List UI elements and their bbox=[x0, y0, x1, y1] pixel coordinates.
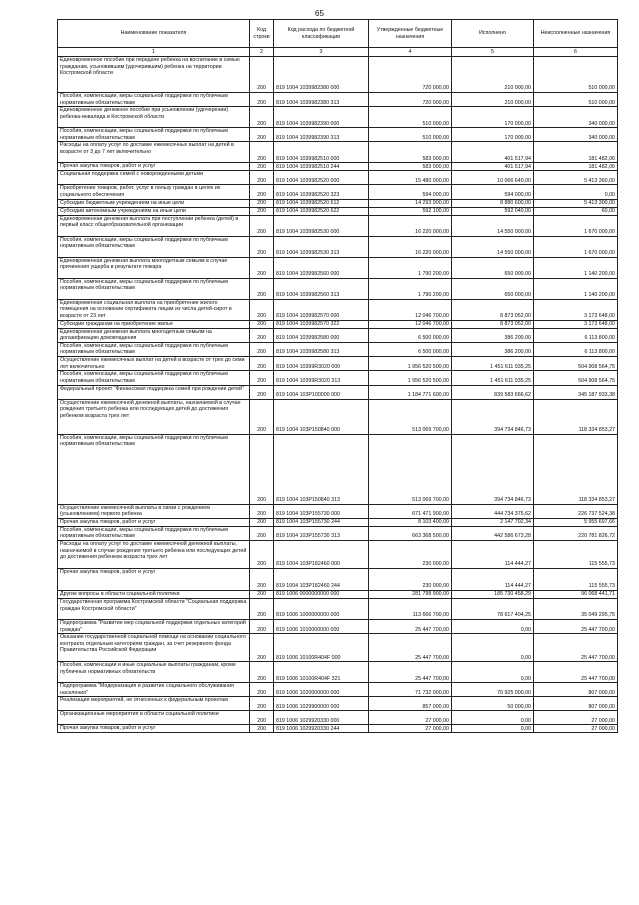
row-approved: 663 368 500,00 bbox=[369, 526, 452, 540]
row-name: Осуществление ежемесячной выплаты в связи с рождением (усыновлением) первого ребенка bbox=[58, 504, 250, 518]
row-kbk: 819 1004 103P155730 313 bbox=[274, 526, 369, 540]
row-name: Организационные мероприятия в области социальной политики bbox=[58, 711, 250, 725]
table-row bbox=[58, 257, 618, 278]
row-executed: 401 517,94 bbox=[452, 142, 534, 163]
row-kbk: 819 1006 1000000000 000 bbox=[274, 598, 369, 619]
row-approved: 113 666 700,00 bbox=[369, 598, 452, 619]
row-name: Единовременное пособие при передаче ребенка на воспитание в семью гражданам, усыновившим (удочерившим) ребенка на территории Костромской области bbox=[58, 57, 250, 93]
row-kbk: 819 1004 1039982520 323 bbox=[274, 185, 369, 199]
row-unexecuted: 181 482,06 bbox=[534, 142, 618, 163]
row-code: 200 bbox=[250, 518, 274, 526]
row-kbk: 819 1006 10100R404F 000 bbox=[274, 634, 369, 662]
table-row bbox=[58, 662, 618, 683]
table-row bbox=[58, 504, 618, 518]
row-name: Пособия, компенсации, меры социальной поддержки по публичным нормативным обязательствам bbox=[58, 278, 250, 299]
table-row bbox=[58, 171, 618, 185]
row-code: 200 bbox=[250, 236, 274, 257]
table-row bbox=[58, 142, 618, 163]
row-unexecuted: 118 334 853,27 bbox=[534, 399, 618, 434]
row-kbk: 819 1006 1020000000 000 bbox=[274, 683, 369, 697]
table-row bbox=[58, 57, 618, 93]
row-approved: 16 220 000,00 bbox=[369, 236, 452, 257]
row-executed: 10 066 640,00 bbox=[452, 171, 534, 185]
row-kbk: 819 1004 1039982390 313 bbox=[274, 128, 369, 142]
row-kbk: 819 1004 1039982520 612 bbox=[274, 199, 369, 207]
row-unexecuted: 27 000,00 bbox=[534, 711, 618, 725]
row-kbk: 819 1006 1029920330 244 bbox=[274, 725, 369, 733]
row-name: Осуществление ежемесячной денежной выплаты, назначаемой в случае рождения третьего ребенка или последующих детей до достижения ребенком возраста трех лет bbox=[58, 399, 250, 434]
row-approved: 25 447 700,00 bbox=[369, 662, 452, 683]
row-approved: 6 500 000,00 bbox=[369, 342, 452, 356]
row-kbk: 819 1004 103P150840 313 bbox=[274, 434, 369, 504]
page-number: 65 bbox=[315, 9, 324, 18]
row-kbk: 819 1004 1039982580 313 bbox=[274, 342, 369, 356]
row-executed: 394 734 846,73 bbox=[452, 399, 534, 434]
row-executed: 8 873 052,00 bbox=[452, 320, 534, 328]
row-name: Пособия, компенсации, меры социальной поддержки по публичным нормативным обязательствам bbox=[58, 526, 250, 540]
row-name: Прочая закупка товаров, работ и услуг bbox=[58, 163, 250, 171]
row-kbk: 819 1004 1039982380 000 bbox=[274, 57, 369, 93]
row-name: Пособия, компенсации, меры социальной поддержки по публичным нормативным обязательствам bbox=[58, 434, 250, 504]
row-executed: 185 730 458,29 bbox=[452, 590, 534, 598]
row-approved: 1 956 520 500,00 bbox=[369, 371, 452, 385]
row-kbk: 819 1004 103P100000 000 bbox=[274, 385, 369, 399]
table-row bbox=[58, 590, 618, 598]
row-approved: 510 000,00 bbox=[369, 107, 452, 128]
row-name: Расходы на оплату услуг по доставке ежемесячной денежной выплаты, назначаемой в случае рождения третьего ребенка или последующих детей до достижения ребенком возраста трех лет bbox=[58, 540, 250, 568]
row-approved: 27 000,00 bbox=[369, 725, 452, 733]
table-row bbox=[58, 518, 618, 526]
row-code: 200 bbox=[250, 683, 274, 697]
table-header-row bbox=[58, 20, 618, 48]
row-name: Подпрограмма "Модернизация и развитие социального обслуживания населения" bbox=[58, 683, 250, 697]
row-unexecuted: 25 447 700,00 bbox=[534, 619, 618, 633]
table-row bbox=[58, 371, 618, 385]
row-unexecuted: 25 447 700,00 bbox=[534, 634, 618, 662]
row-unexecuted: 118 334 853,27 bbox=[534, 434, 618, 504]
row-kbk: 819 1004 1039982510 000 bbox=[274, 142, 369, 163]
row-executed: 8 880 600,00 bbox=[452, 199, 534, 207]
row-executed: 1 451 611 935,25 bbox=[452, 357, 534, 371]
row-kbk: 819 1004 1039982520 622 bbox=[274, 207, 369, 215]
table-row bbox=[58, 342, 618, 356]
row-unexecuted: 115 555,73 bbox=[534, 568, 618, 590]
row-unexecuted: 5 413 300,00 bbox=[534, 199, 618, 207]
column-number: 3 bbox=[274, 48, 369, 57]
row-approved: 1 184 771 600,00 bbox=[369, 385, 452, 399]
row-executed: 170 000,00 bbox=[452, 128, 534, 142]
row-approved: 720 000,00 bbox=[369, 57, 452, 93]
row-kbk: 819 1006 1010000000 000 bbox=[274, 619, 369, 633]
row-name: Пособия, компенсации и иные социальные выплаты гражданам, кроме публичных нормативных обязательств bbox=[58, 662, 250, 683]
row-name: Единовременная денежная выплата многодетным семьям в случае причинения ущерба в результате пожара bbox=[58, 257, 250, 278]
row-executed: 210 000,00 bbox=[452, 93, 534, 107]
row-code: 200 bbox=[250, 328, 274, 342]
row-unexecuted: 510 000,00 bbox=[534, 57, 618, 93]
row-unexecuted: 504 908 564,75 bbox=[534, 357, 618, 371]
row-executed: 78 617 404,25 bbox=[452, 598, 534, 619]
row-unexecuted: 115 555,73 bbox=[534, 540, 618, 568]
row-kbk: 819 1004 103P155730 000 bbox=[274, 504, 369, 518]
row-name: Прочая закупка товаров, работ и услуг bbox=[58, 568, 250, 590]
table-row bbox=[58, 357, 618, 371]
row-code: 200 bbox=[250, 434, 274, 504]
row-approved: 1 790 200,00 bbox=[369, 257, 452, 278]
row-kbk: 819 1004 1039982560 313 bbox=[274, 278, 369, 299]
row-approved: 27 000,00 bbox=[369, 711, 452, 725]
row-executed: 114 444,27 bbox=[452, 568, 534, 590]
row-executed: 1 451 611 935,25 bbox=[452, 371, 534, 385]
row-executed: 401 517,94 bbox=[452, 163, 534, 171]
table-row bbox=[58, 107, 618, 128]
row-unexecuted: 807 000,00 bbox=[534, 697, 618, 711]
row-name: Единовременная денежная выплата многодетным семьям на догазификацию домовладения bbox=[58, 328, 250, 342]
row-code: 200 bbox=[250, 598, 274, 619]
row-executed: 442 586 673,28 bbox=[452, 526, 534, 540]
row-unexecuted: 6 113 800,00 bbox=[534, 342, 618, 356]
row-name: Прочая закупка товаров, работ и услуг bbox=[58, 725, 250, 733]
row-approved: 15 480 000,00 bbox=[369, 171, 452, 185]
row-unexecuted: 340 000,00 bbox=[534, 128, 618, 142]
row-code: 200 bbox=[250, 257, 274, 278]
row-kbk: 819 1004 1039982580 000 bbox=[274, 328, 369, 342]
row-unexecuted: 5 413 360,00 bbox=[534, 171, 618, 185]
row-name: Осуществление ежемесячных выплат на детей в возрасте от трех до семи лет включительно bbox=[58, 357, 250, 371]
row-approved: 230 000,00 bbox=[369, 540, 452, 568]
row-approved: 1 956 520 500,00 bbox=[369, 357, 452, 371]
row-kbk: 819 1006 10100R404F 321 bbox=[274, 662, 369, 683]
row-unexecuted: 3 173 648,00 bbox=[534, 299, 618, 320]
row-unexecuted: 220 781 826,72 bbox=[534, 526, 618, 540]
row-code: 200 bbox=[250, 590, 274, 598]
table-row bbox=[58, 568, 618, 590]
table-row bbox=[58, 540, 618, 568]
row-kbk: 819 1004 1039982380 313 bbox=[274, 93, 369, 107]
row-kbk: 819 1004 1039982520 000 bbox=[274, 171, 369, 185]
row-code: 200 bbox=[250, 634, 274, 662]
column-number: 6 bbox=[534, 48, 618, 57]
row-unexecuted: 510 000,00 bbox=[534, 93, 618, 107]
table-row bbox=[58, 278, 618, 299]
table-row bbox=[58, 299, 618, 320]
row-code: 200 bbox=[250, 342, 274, 356]
row-code: 200 bbox=[250, 526, 274, 540]
row-code: 200 bbox=[250, 199, 274, 207]
row-code: 200 bbox=[250, 299, 274, 320]
row-executed: 386 200,00 bbox=[452, 328, 534, 342]
row-approved: 583 000,00 bbox=[369, 163, 452, 171]
row-code: 200 bbox=[250, 504, 274, 518]
row-kbk: 819 1006 1029900000 000 bbox=[274, 697, 369, 711]
row-code: 200 bbox=[250, 568, 274, 590]
table-row bbox=[58, 634, 618, 662]
row-kbk: 819 1006 0000000000 000 bbox=[274, 590, 369, 598]
row-name: Приобретение товаров, работ, услуг в пользу граждан в целях их социального обеспечения bbox=[58, 185, 250, 199]
row-code: 200 bbox=[250, 711, 274, 725]
row-unexecuted: 0,00 bbox=[534, 185, 618, 199]
row-code: 200 bbox=[250, 371, 274, 385]
row-name: Расходы на оплату услуг по доставке ежемесячных выплат на детей в возрасте от 3 до 7 лет включительно bbox=[58, 142, 250, 163]
row-name: Единовременная социальная выплата на приобретение жилого помещения на основании сертификата лицам из числа детей-сирот в возрасте от 23 лет bbox=[58, 299, 250, 320]
row-executed: 0,00 bbox=[452, 725, 534, 733]
row-unexecuted: 807 000,00 bbox=[534, 683, 618, 697]
table-row bbox=[58, 399, 618, 434]
row-unexecuted: 60,00 bbox=[534, 207, 618, 215]
row-approved: 8 103 400,00 bbox=[369, 518, 452, 526]
row-code: 200 bbox=[250, 207, 274, 215]
row-name: Прочая закупка товаров, работ и услуг bbox=[58, 518, 250, 526]
header-name: Наименование показателя bbox=[58, 20, 250, 48]
row-approved: 513 069 700,00 bbox=[369, 399, 452, 434]
row-approved: 1 790 200,00 bbox=[369, 278, 452, 299]
row-code: 200 bbox=[250, 619, 274, 633]
row-approved: 230 000,00 bbox=[369, 568, 452, 590]
row-executed: 0,00 bbox=[452, 662, 534, 683]
row-code: 200 bbox=[250, 320, 274, 328]
row-name: Пособия, компенсации, меры социальной поддержки по публичным нормативным обязательствам bbox=[58, 342, 250, 356]
row-executed: 8 873 052,00 bbox=[452, 299, 534, 320]
table-row bbox=[58, 328, 618, 342]
row-executed: 0,00 bbox=[452, 619, 534, 633]
row-code: 200 bbox=[250, 725, 274, 733]
row-kbk: 819 1004 1039982510 244 bbox=[274, 163, 369, 171]
table-row bbox=[58, 320, 618, 328]
row-kbk: 819 1004 103P155730 244 bbox=[274, 518, 369, 526]
column-number-row bbox=[58, 48, 618, 57]
table-body bbox=[58, 57, 618, 733]
row-name: Субсидии бюджетным учреждениям на иные цели bbox=[58, 199, 250, 207]
row-executed: 839 583 666,62 bbox=[452, 385, 534, 399]
header-kbk: Код расхода по бюджетной классификации bbox=[274, 20, 369, 48]
row-code: 200 bbox=[250, 57, 274, 93]
row-name: Единовременная денежная выплата при поступлении ребенка (детей) в первый класс общеобразовательной организации bbox=[58, 215, 250, 236]
row-code: 200 bbox=[250, 399, 274, 434]
row-kbk: 819 1004 103P182460 244 bbox=[274, 568, 369, 590]
row-name: Оказание государственной социальной помощи на основании социального контракта отдельным категориям граждан, за счет резервного фонда Правительства Российской Федерации bbox=[58, 634, 250, 662]
row-code: 200 bbox=[250, 93, 274, 107]
row-kbk: 819 1004 103P150840 000 bbox=[274, 399, 369, 434]
row-executed: 70 925 000,00 bbox=[452, 683, 534, 697]
table-row bbox=[58, 207, 618, 215]
row-kbk: 819 1004 1039982570 000 bbox=[274, 299, 369, 320]
row-name: Федеральный проект "Финансовая поддержка семей при рождении детей" bbox=[58, 385, 250, 399]
row-name: Социальная поддержка семей с новорожденными детьми bbox=[58, 171, 250, 185]
row-name: Субсидии автономным учреждениям на иные цели bbox=[58, 207, 250, 215]
row-name: Пособия, компенсации, меры социальной поддержки по публичным нормативным обязательствам bbox=[58, 128, 250, 142]
row-code: 200 bbox=[250, 385, 274, 399]
row-code: 200 bbox=[250, 357, 274, 371]
row-unexecuted: 27 000,00 bbox=[534, 725, 618, 733]
row-name: Другие вопросы в области социальной политики bbox=[58, 590, 250, 598]
row-unexecuted: 5 955 697,66 bbox=[534, 518, 618, 526]
row-kbk: 819 1004 1039982530 313 bbox=[274, 236, 369, 257]
row-kbk: 819 1006 1029920330 000 bbox=[274, 711, 369, 725]
row-approved: 25 447 700,00 bbox=[369, 634, 452, 662]
row-executed: 14 550 000,00 bbox=[452, 236, 534, 257]
table-row bbox=[58, 163, 618, 171]
row-code: 200 bbox=[250, 142, 274, 163]
row-kbk: 819 1004 1039982530 000 bbox=[274, 215, 369, 236]
table-row bbox=[58, 598, 618, 619]
table-row bbox=[58, 434, 618, 504]
row-approved: 12 046 700,00 bbox=[369, 299, 452, 320]
table-row bbox=[58, 215, 618, 236]
row-name: Пособия, компенсации, меры социальной поддержки по публичным нормативным обязательствам bbox=[58, 93, 250, 107]
row-approved: 583 000,00 bbox=[369, 142, 452, 163]
header-unexecuted: Неисполненные назначения bbox=[534, 20, 618, 48]
row-unexecuted: 1 670 000,00 bbox=[534, 236, 618, 257]
row-approved: 71 732 000,00 bbox=[369, 683, 452, 697]
row-code: 200 bbox=[250, 278, 274, 299]
row-approved: 6 500 000,00 bbox=[369, 328, 452, 342]
table-row bbox=[58, 526, 618, 540]
row-code: 200 bbox=[250, 107, 274, 128]
row-unexecuted: 340 000,00 bbox=[534, 107, 618, 128]
table-row bbox=[58, 683, 618, 697]
row-code: 200 bbox=[250, 171, 274, 185]
header-executed: Исполнено bbox=[452, 20, 534, 48]
column-number: 2 bbox=[250, 48, 274, 57]
row-kbk: 819 1004 1039982570 322 bbox=[274, 320, 369, 328]
column-number: 4 bbox=[369, 48, 452, 57]
row-name: Подпрограмма "Развитие мер социальной поддержки отдельных категорий граждан" bbox=[58, 619, 250, 633]
table-row bbox=[58, 697, 618, 711]
table-row bbox=[58, 619, 618, 633]
row-approved: 720 000,00 bbox=[369, 93, 452, 107]
row-executed: 2 147 702,34 bbox=[452, 518, 534, 526]
header-approved: Утвержденные бюджетные назначения bbox=[369, 20, 452, 48]
row-executed: 0,00 bbox=[452, 634, 534, 662]
row-kbk: 819 1004 1039982390 000 bbox=[274, 107, 369, 128]
row-code: 200 bbox=[250, 662, 274, 683]
row-executed: 14 550 000,00 bbox=[452, 215, 534, 236]
table-row bbox=[58, 711, 618, 725]
row-executed: 114 444,27 bbox=[452, 540, 534, 568]
row-executed: 170 000,00 bbox=[452, 107, 534, 128]
row-executed: 444 734 375,62 bbox=[452, 504, 534, 518]
row-code: 200 bbox=[250, 185, 274, 199]
row-name: Единовременное денежное пособие при усыновлении (удочерении) ребенка-инвалида в Костромской области bbox=[58, 107, 250, 128]
row-unexecuted: 35 049 295,75 bbox=[534, 598, 618, 619]
row-approved: 857 000,00 bbox=[369, 697, 452, 711]
row-name: Пособия, компенсации, меры социальной поддержки по публичным нормативным обязательствам bbox=[58, 236, 250, 257]
table-row bbox=[58, 93, 618, 107]
row-code: 200 bbox=[250, 128, 274, 142]
table-row bbox=[58, 725, 618, 733]
table-row bbox=[58, 236, 618, 257]
table-row bbox=[58, 385, 618, 399]
row-executed: 50 000,00 bbox=[452, 697, 534, 711]
row-approved: 281 798 900,00 bbox=[369, 590, 452, 598]
budget-execution-table bbox=[57, 19, 618, 733]
row-unexecuted: 345 187 933,38 bbox=[534, 385, 618, 399]
row-code: 200 bbox=[250, 163, 274, 171]
row-name: Государственная программа Костромской области "Социальная поддержка граждан Костромской области" bbox=[58, 598, 250, 619]
row-approved: 25 447 700,00 bbox=[369, 619, 452, 633]
row-unexecuted: 6 113 800,00 bbox=[534, 328, 618, 342]
column-number: 1 bbox=[58, 48, 250, 57]
row-name: Пособия, компенсации, меры социальной поддержки по публичным нормативным обязательствам bbox=[58, 371, 250, 385]
row-approved: 513 069 700,00 bbox=[369, 434, 452, 504]
row-executed: 210 000,00 bbox=[452, 57, 534, 93]
row-approved: 510 000,00 bbox=[369, 128, 452, 142]
row-kbk: 819 1004 10399R3020 313 bbox=[274, 371, 369, 385]
header-code: Код строки bbox=[250, 20, 274, 48]
row-approved: 12 046 700,00 bbox=[369, 320, 452, 328]
row-unexecuted: 25 447 700,00 bbox=[534, 662, 618, 683]
row-name: Реализация мероприятий, не отнесенных к федеральным проектам bbox=[58, 697, 250, 711]
row-name: Субсидии гражданам на приобретение жилья bbox=[58, 320, 250, 328]
row-approved: 592 100,00 bbox=[369, 207, 452, 215]
row-unexecuted: 181 482,06 bbox=[534, 163, 618, 171]
row-approved: 14 293 900,00 bbox=[369, 199, 452, 207]
row-unexecuted: 1 140 200,00 bbox=[534, 257, 618, 278]
row-kbk: 819 1004 10399R3020 000 bbox=[274, 357, 369, 371]
row-kbk: 819 1004 103P182460 000 bbox=[274, 540, 369, 568]
row-code: 200 bbox=[250, 215, 274, 236]
row-code: 200 bbox=[250, 540, 274, 568]
row-code: 200 bbox=[250, 697, 274, 711]
table-row bbox=[58, 199, 618, 207]
row-unexecuted: 1 140 200,00 bbox=[534, 278, 618, 299]
row-unexecuted: 3 173 648,00 bbox=[534, 320, 618, 328]
row-unexecuted: 504 908 564,75 bbox=[534, 371, 618, 385]
row-approved: 16 220 000,00 bbox=[369, 215, 452, 236]
table-row bbox=[58, 185, 618, 199]
column-number: 5 bbox=[452, 48, 534, 57]
row-executed: 592 040,00 bbox=[452, 207, 534, 215]
row-executed: 0,00 bbox=[452, 711, 534, 725]
row-approved: 594 000,00 bbox=[369, 185, 452, 199]
row-executed: 650 000,00 bbox=[452, 278, 534, 299]
row-unexecuted: 1 670 000,00 bbox=[534, 215, 618, 236]
row-approved: 671 471 900,00 bbox=[369, 504, 452, 518]
row-kbk: 819 1004 1039982560 000 bbox=[274, 257, 369, 278]
row-unexecuted: 96 068 441,71 bbox=[534, 590, 618, 598]
row-executed: 386 200,00 bbox=[452, 342, 534, 356]
table-row bbox=[58, 128, 618, 142]
row-executed: 594 000,00 bbox=[452, 185, 534, 199]
row-executed: 394 734 846,73 bbox=[452, 434, 534, 504]
row-executed: 650 000,00 bbox=[452, 257, 534, 278]
row-unexecuted: 226 737 524,38 bbox=[534, 504, 618, 518]
